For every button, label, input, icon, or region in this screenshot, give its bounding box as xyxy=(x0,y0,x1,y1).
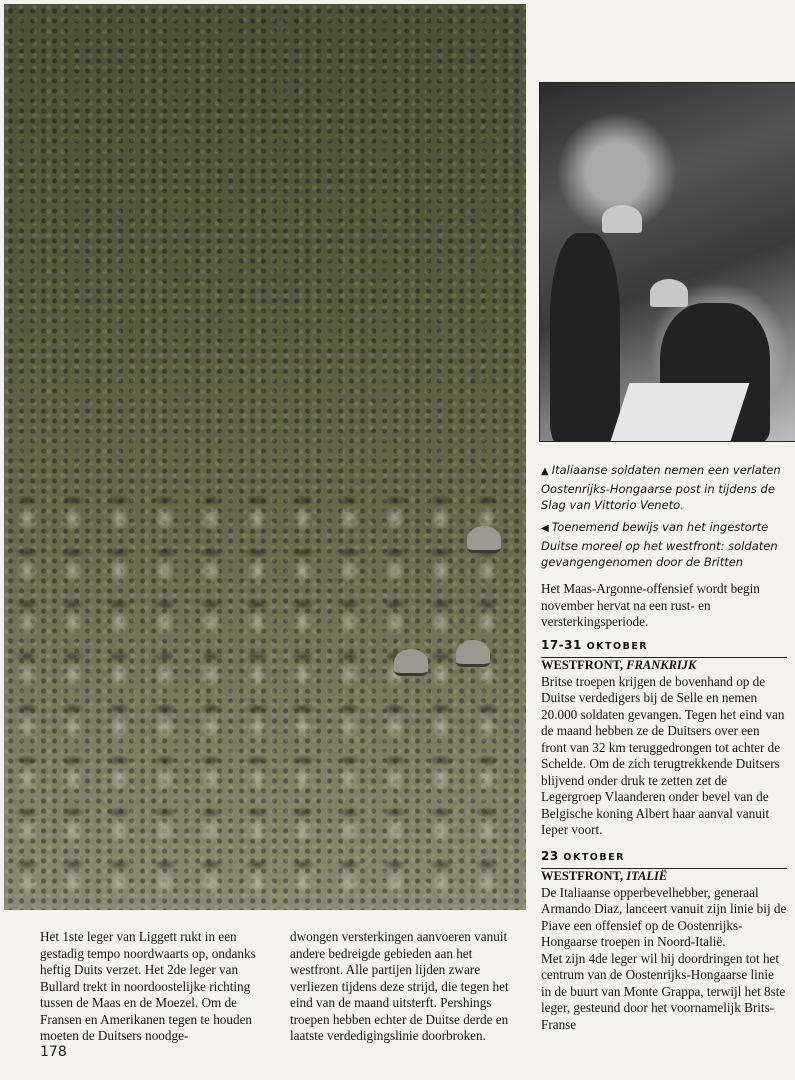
date-heading-1: 17-31 OKTOBER xyxy=(541,638,787,658)
soldier-figure xyxy=(550,233,620,442)
sidebar-intro: Het Maas-Argonne-offensief wordt begin november hervat na een rust- en versterkingsperiode. xyxy=(541,581,760,629)
arrow-up-icon: ▲ xyxy=(541,466,549,477)
arrow-left-icon: ◀ xyxy=(541,523,549,534)
entry-1 xyxy=(541,657,787,839)
main-photo-caption: ◀ Toenemend bewijs van het ingestorte Duitse moreel op het westfront: soldaten gevangengenomen door de Britten xyxy=(541,520,778,569)
helmet-shape xyxy=(456,640,490,667)
body-column-2: dwongen versterkingen aanvoeren vanuit andere bedreigde gebieden aan het westfront. Alle partijen lijden zware verliezen tijdens deze strijd, die tegen het eind van de maand uitsterft. Pershings troepen hebben echter de Duitse derde en laatste verdedigingslinie doorbroken. xyxy=(290,929,509,1043)
entry-2-text: De Italiaanse opperbevelhebber, generaal Armando Diaz, lanceert vanuit zijn linie bij de Piave een offensief op de Oostenrijks-Hongaarse troepen in Noord-Italië. xyxy=(541,884,787,949)
region-heading-1: WESTFRONT, FRANKRIJK xyxy=(541,658,697,672)
date-heading-2: 23 OKTOBER xyxy=(541,849,787,869)
prisoners-photo xyxy=(4,4,526,910)
helmet-shape xyxy=(602,205,642,233)
helmet-shape xyxy=(394,649,428,676)
helmet-shape xyxy=(650,279,688,307)
entry-2-text-cont: Met zijn 4de leger wil hij doordringen tot het centrum van de Oostenrijks-Hongaarse linie in de buurt van Monte Grappa, terwijl het 8ste leger, gesteund door het voornamelijk Brits-Franse xyxy=(541,950,786,1032)
wooden-board xyxy=(611,383,750,441)
italian-soldiers-photo xyxy=(539,82,795,442)
small-photo-caption: ▲ Italiaanse soldaten nemen een verlaten Oostenrijks-Hongaarse post in tijdens de Slag van Vittorio Veneto. xyxy=(541,463,781,512)
body-column-1: Het 1ste leger van Liggett rukt in een gestadig tempo noordwaarts op, ondanks heftig Duits verzet. Het 2de leger van Bullard trekt in noordoostelijke richting tussen de Maas en de Moezel. Om de Fransen en Amerikanen tegen te houden moeten de Duitsers noodge- xyxy=(40,929,256,1043)
page-number: 178 xyxy=(40,1044,67,1060)
prisoners-faces xyxy=(4,490,526,910)
region-heading-2: WESTFRONT, ITALIË xyxy=(541,869,668,883)
entry-1-text: Britse troepen krijgen de bovenhand op de Duitse verdedigers bij de Selle en nemen 20.000 soldaten gevangen. Tegen het eind van de maand hebben ze de Duitsers over een front van 32 km teruggedrongen tot achter de Schelde. Om de zich terugtrekkende Duitsers blijvend onder druk te zetten zet de Legergroep Vlaanderen onder bevel van de Belgische koning Albert haar aanval vanuit Ieper voort. xyxy=(541,673,785,837)
helmet-shape xyxy=(467,526,501,553)
entry-2 xyxy=(541,868,787,1033)
